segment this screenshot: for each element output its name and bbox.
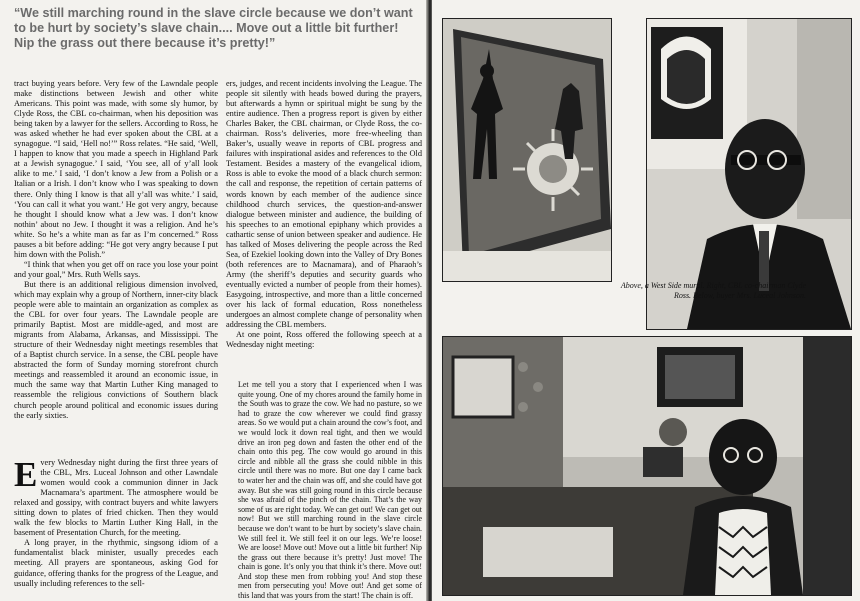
column-1-lower: [14, 455, 218, 589]
drop-cap: E: [14, 455, 38, 494]
column-1: [14, 79, 218, 421]
pull-quote: “We still marching round in the slave circle because we don’t want to be hurt by society’s slave chain.... Move out a little bit further! Nip the grass out there because it’s pretty!”: [14, 6, 413, 50]
right-page: [432, 0, 860, 601]
paragraph: tract buying years before. Very few of the Lawndale people make distinctions between Jewish and other white Americans. This point was made, with some sly humor, by Clyde Ross, the CBL co-chairman, when his deposition was being taken by a lawyer for the sellers. According to Ross, he was asked whether he had ever spoken about the CBL at a synagogue. “I said, ‘Hell no!’” Ross relates. “He said, ‘Well, I happen to know that you made a speech in Highland Park at a Jewish synagogue.’ I said, ‘You see, all of y’all look alike to me.’ I said, ‘I don’t know a Jew from a Polish or a Italian or a Irish. I don’t know who I was speaking to down there. Only thing I know is that all y’all was white.’ I said, ‘You can call it what you want.’ He got very angry, because he thought I should know what a Jew was. I don’t know nothin’ about no Jew. I thought it was a religion. And he’s white. So he’s a white man as far as I’m concerned.” Ross pauses a bit before adding: “He got very angry because I put him down with the Polish.”: [14, 79, 218, 259]
photo-caption: Above, a West Side mural. Right, CBL co-chairman Clyde Ross. Below, buyer Mrs. Luceal Johnson.: [620, 281, 806, 300]
paragraph: ers, judges, and recent incidents involving the League. The people sit silently with heads bowed during the prayers, but afterwards a hymn or spiritual might be sung by the entire audience. Then a progress report is given by either Charles Baker, the CBL chairman, or Clyde Ross, the co-chairman. Ross’s deliveries, more free-wheeling than Baker’s, usually weave in reports of CBL progress and failures with inspirational asides and references to the Old Testament. Besides a mastery of the evangelical idiom, Ross is able to evoke the mood of a black church sermon: the call and response, the repetition of certain patterns of words known by each member of the audience since childhood church services, the question-and-answer dialogue between minister and audience, the building of his speeches to an emotional epiphany which provides a cathartic sense of union between speaker and audience. He has talked of Moses delivering the people across the Red Sea, of Ezekiel looking down into the Valley of Dry Bones (both references are to Macnamara), and of Pharaoh’s Army (the sheriff’s deputies and security guards who eventually evicted a number of people from their homes). Easygoing, introspective, and more than a little concerned over his lack of formal education, Ross nonetheless undergoes an almost complete change of personality when addressing the CBL members.: [226, 79, 422, 330]
left-page: [0, 0, 428, 601]
paragraph-text: very Wednesday night during the first three years of the CBL, Mrs. Luceal Johnson and other Lawndale women would cook a communion dinner in Jack Macnamara’s apartment. The atmosphere would be relaxed and gossipy, with contract buyers and white lawyers sitting down to plates of fried chicken. Then they would walk the few blocks to Martin Luther King Hall, in the basement of Presentation Church, for the meeting.: [14, 458, 218, 538]
paragraph: “I think that when you get off on race you lose your point and your goal,” Mrs. Ruth Wells says.: [14, 259, 218, 279]
speech-text: Let me tell you a story that I experienced when I was quite young. One of my chores around the family home in the South was to graze the cow. We had no pasture, so we had to graze the cow wherever we could find grassy areas. So we would put a chain around the cow’s foot, and we would lock it down real tight, and then we would drive an iron peg down and fasten the other end of the chain onto this peg. The cow would go around in this circle and nibble all the grass she could nibble in this circle until there was no more. But one day I came back to water her and the chain was off, and she could have got away. But she was still going round in this circle because she was afraid of the pinch of the chain. That’s the way some of us are right today. We can get out! We can get out now! But we still marching round in the slave circle because we don’t want to be hurt by society’s slave chain. We still feel it. We still feel it on our legs. We’re loose! We are loose! Move out! Move out a little bit further! Nip the grass out there because it’s pretty! Just move! The chain is gone. It’s only you that think it’s there. Move out! And stop these men from robbing you! And stop these men from persecuting you! Move out! And get some of this land that was yours from the start! The chain is off.: [238, 380, 422, 601]
column-2: [226, 79, 422, 350]
interior-photo: [442, 336, 852, 596]
speech-quote: [238, 380, 422, 601]
interior-illustration: [443, 337, 851, 595]
paragraph: At one point, Ross offered the following speech at a Wednesday night meeting:: [226, 330, 422, 350]
mural-photo: [442, 18, 612, 282]
paragraph: [14, 455, 218, 538]
paragraph: A long prayer, in the rhythmic, singsong idiom of a fundamentalist black minister, usually precedes each meeting. All prayers are spontaneous, asking God for guidance, offering thanks for the progress of the League, and usually including references to the sell-: [14, 538, 218, 588]
mural-illustration: [443, 19, 611, 281]
paragraph: But there is an additional religious dimension involved, which may explain why a group of Northern, inner-city black people were able to maintain an organization as complex as the CBL for over four years. The Lawndale people are primarily Baptist. Most are middle-aged, and most are migrants from Alabama, Arkansas, and Mississippi. The structure of their Wednesday night meetings resembles that of a Baptist church service. In a sense, the CBL people have abstracted the form of Sunday morning storefront church meetings and reassembled it around an economic issue, in much the same way that Martin Luther King managed to reassemble the religious convictions of Southern black church people around political and economic issues during the early sixties.: [14, 279, 218, 420]
